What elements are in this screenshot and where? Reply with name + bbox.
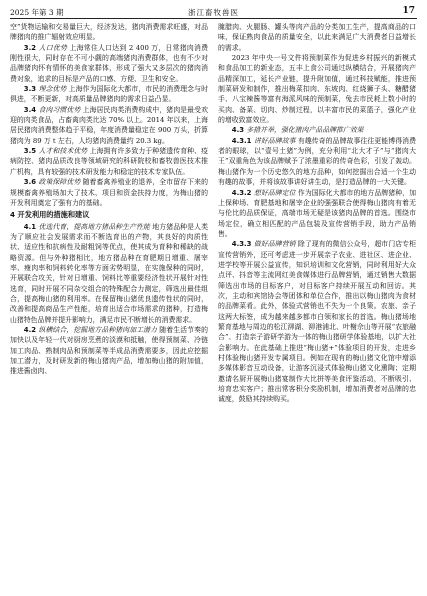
subsection-heading bbox=[232, 137, 296, 145]
subsection-heading bbox=[232, 126, 364, 134]
subsection-number: 4.2 bbox=[23, 325, 39, 334]
subsection-title: 多措并举，强化猪肉产品品牌推广效果 bbox=[246, 126, 364, 135]
subsection-title: 人才和技术优势 bbox=[38, 147, 88, 156]
paragraph-text: 随着生活节奏的加快以及年轻一代对厨房烹煮的淡漠和抵触，使得预制菜、冷链加工肉品、熟制肉品和预制菜等半成品消费需要多，因此应挖掘加工潜力，及时研发新的梅山猪肉产品，增加梅山猪的附加值，推进酱卤肉、 bbox=[10, 325, 208, 376]
subsection-heading bbox=[232, 189, 296, 197]
paragraph-text: 作为国际化大都市的地方品牌猪种，加上保种场、育肥基地和屠宰企业的强强联合使得梅山猪肉有着无与伦比的品质保证，高端市场无疑是该猪肉品牌的首选。围绕市场定位，确立相匹配的产品包装及宣传营销手段，助力产品销售。 bbox=[218, 188, 416, 238]
subsection-title: 政策保障优势 bbox=[38, 178, 81, 187]
subsection-number: 3.5 bbox=[23, 147, 39, 156]
subsection-heading bbox=[24, 85, 67, 93]
header-rule bbox=[10, 18, 417, 19]
subsection-title: 优选代育，提高地方猪品种生产性能 bbox=[38, 222, 151, 231]
running-header bbox=[10, 5, 417, 19]
subsection-number: 3.4 bbox=[23, 105, 39, 114]
subsection-number: 4.3.1 bbox=[231, 136, 254, 145]
paragraph-text: 上海拥有许多致力于种猪遗传育种、疫病防控、猪肉品质改良等领域研究的科研院校和畜牧兽医技术推广机构，具有较强的技术研发能力和稳定的技术专家队伍。 bbox=[10, 147, 208, 176]
paragraph-text: 随着畜禽养殖业的退养，全市留存下来的规模畜禽养殖场加大了技术、项目和资金扶持力度，为梅山猪的开发利用奠定了强有力的基础。 bbox=[10, 178, 208, 207]
subsection-paragraph bbox=[10, 177, 208, 208]
subsection-number: 4.3.3 bbox=[231, 240, 254, 249]
paragraph-text: 上海居民肉类消费构成中，猪肉是最受欢迎的肉类食品，占畜禽肉类比达 70% 以上。2014 年以来，上海居民猪肉消费整体趋于平稳，年度消费量稳定在 900 万头，折算猪肉为 89 万 t 左右，人均猪肉消费量约 20.3 kg。 bbox=[10, 105, 208, 145]
subsection-title: 想好品牌定位 bbox=[253, 188, 296, 197]
subsection-heading bbox=[24, 223, 150, 231]
paragraph-text: 除了现有的微信公众号，超市门店专柜宣传营销外，还可考虑进一步开展亲子农业、进社区、进企业、进学校等开展公益宣传，知识培训和文化营销，同时利用好大众点评、抖音等主流网红美食媒体进行品牌营销，通过销售大数据筛选出市场的目标客户，对目标客户持续开展互动和回访。其次，主动和宾馆协会等团体和单位合作，推出以梅山猪肉为食材的品牌菜肴。此外，体验式营销也不失为一个良策。农旅、亲子这两大标签，成为越来越多都市白领和家长的首选。梅山猪场地繁育基地与周边的松江泖湖、泖港浦北、叶榭佘山等开展“农旅融合”、打造亲子游研学游为一体的梅山猪研学体验基地，以扩大社会影响力。在此基础上推进“梅山猪+”体验项目的开发，走进乡村体验梅山猪开发专属项目。例如在现有的梅山猪文化馆中增添多媒体影音互动设备，让游客沉浸式体验梅山猪文化熏陶；定期邀请名厨开展梅山猪宴制作大比拼等美食评鉴活动，不断吸引、培育忠实客户；推出常客积分奖励机制，增加消费者对品牌的忠诚度，鼓励其持续购买。 bbox=[218, 240, 416, 404]
subsection-paragraph bbox=[10, 222, 208, 325]
body-paragraph: 腌腊肉、火腿肠、罐头等肉产品的分类加工生产，提高商品的口味，保证熟肉食品的质量安全，以此来满足广大消费者日益增长的需求。 bbox=[218, 23, 416, 52]
paragraph-text: 地方猪品种是人类为了顺应社会发展需求而不断选育出的产物，其良好的肉质性状、适应性和抗病性及耐粗饲等优点，使其成为育种和稀缺的战略资源。但与外种猪相比，地方猪品种在育肥期日增重、屠宰率、瘦肉率和饲料转化率等方面劣势明显，在实施保种的同时，开展联合攻关，针对日增重、饲料比等重要经济性状开展针对性选育，同时开展不同杂交组合的特殊配合力测定，筛选出最佳组合，提高梅山猪的利用率。在保留梅山猪优良遗传性状的同时，改善和提高商品生产性能，培育出适合市场需求的猪种，打造梅山猪特色品牌并提升影响力，满足市民不断增长的消费需求。 bbox=[10, 222, 208, 324]
subsection-paragraph bbox=[218, 136, 416, 188]
body-paragraph: 2023 年中央一号文件将预制菜作为促进乡村振兴的新模式和食品加工的新业态，五丰上食公司通过纵横结合，开展猪肉产品精深加工，延长产业链，提升附加值，通过科技赋能，推进预制菜研发和制作，推出梅菜扣肉、东坡肉、红烧狮子头、糖醋猪手、八宝辣酱等富有海派风味的预制菜，兔去市民耗上数小时的买肉、备菜、切肉、炒制过程，以丰富市民的菜篮子，强化产业的增收致富效应。 bbox=[218, 54, 416, 125]
paragraph-text: 有趣传奇的品牌故事往往更能博得消费者的眼球，以“壹号土猪”为例，充分利用“北大才子”与“猪肉大王”双重角色为该品牌赋予了浓墨重彩的传奇色彩，引发了轰动。梅山猪作为一个历史悠久的地方品种，如何挖掘出合适一个生动有趣的故事，并将该故事讲好讲生动，是打造品牌的一大关键。 bbox=[218, 136, 416, 187]
subsection-paragraph bbox=[218, 188, 416, 240]
section-heading: 4 开发利用的措施和建议 bbox=[10, 210, 90, 220]
right-column bbox=[218, 22, 416, 592]
subsection-heading bbox=[24, 147, 88, 155]
subsection-number: 4.1 bbox=[23, 222, 39, 231]
subsection-heading bbox=[24, 326, 157, 334]
page-number: 17 bbox=[402, 6, 415, 16]
journal-title: 浙江畜牧兽医 bbox=[188, 8, 239, 17]
subsection-number: 4.3.2 bbox=[231, 188, 254, 197]
subsection-title: 人口优势 bbox=[38, 43, 68, 52]
subsection-number: 4.3 bbox=[231, 126, 247, 135]
subsection-heading bbox=[232, 240, 296, 248]
subsection-title: 讲好品牌故事 bbox=[253, 136, 296, 145]
subsection-paragraph bbox=[10, 146, 208, 177]
subsection-title: 纵横结合，挖掘地方品种猪肉加工潜力 bbox=[38, 325, 157, 334]
body-paragraph: 空”货物运输和交易量巨大，经济发达，猪肉消费需求旺盛，对品牌猪肉的推广辐射效应明显。 bbox=[10, 23, 208, 42]
subsection-paragraph bbox=[10, 84, 208, 105]
subsection-number: 3.6 bbox=[23, 178, 39, 187]
subsection-paragraph bbox=[218, 125, 416, 135]
subsection-title: 理念优势 bbox=[38, 85, 67, 94]
subsection-heading bbox=[24, 178, 81, 186]
subsection-paragraph bbox=[10, 43, 208, 84]
subsection-heading bbox=[24, 106, 81, 114]
subsection-title: 做好品牌营销 bbox=[253, 240, 296, 249]
subsection-number: 3.2 bbox=[23, 43, 39, 52]
paragraph-text: 上海常住人口达到 2 400 万，日常猪肉消费刚性很大，同时存在不可小觑的高端猪肉消费群体，也有不少对品牌猪肉怀有情怀的美食家群体，形成了强大又多层次的猪肉消费对象，追求的目标是产品的口感、方便、卫生和安全。 bbox=[10, 43, 208, 83]
issue-label: 2025 年第 3 期 bbox=[10, 8, 64, 17]
left-column bbox=[10, 22, 208, 592]
subsection-paragraph bbox=[10, 105, 208, 146]
subsection-paragraph bbox=[10, 325, 208, 377]
subsection-heading bbox=[24, 44, 67, 52]
subsection-paragraph bbox=[218, 239, 416, 405]
subsection-title: 食肉习惯优势 bbox=[38, 105, 81, 114]
subsection-number: 3.3 bbox=[23, 85, 39, 94]
paragraph-text: 上海作为国际化大都市，市民的消费理念与时俱进，不断更新，对高质量品牌猪肉的需求日益凸显。 bbox=[10, 85, 208, 104]
